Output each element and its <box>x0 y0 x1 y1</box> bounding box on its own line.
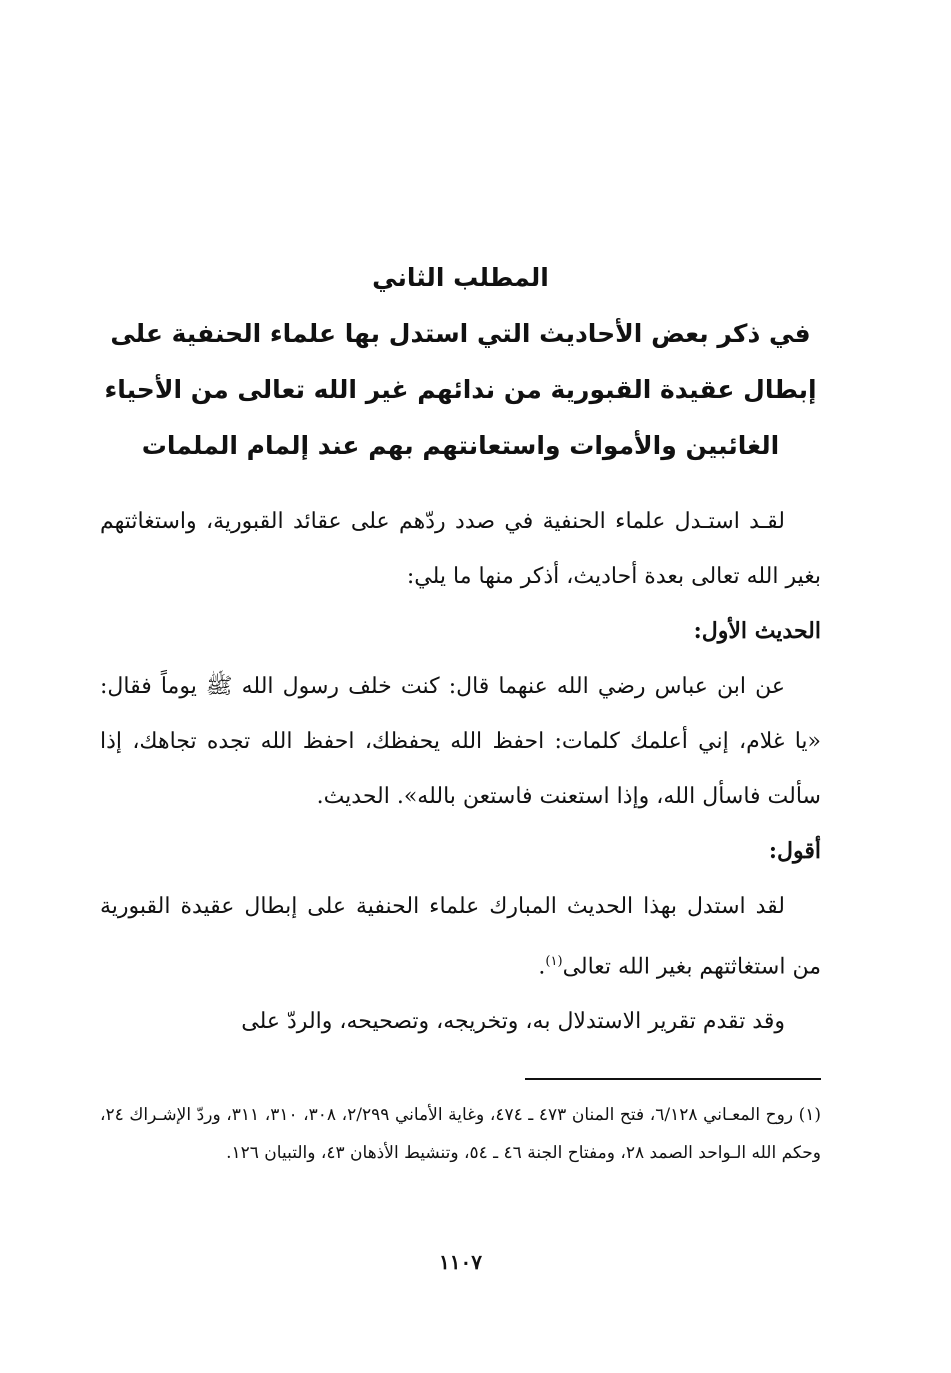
last-paragraph: وقد تقدم تقرير الاستدلال به، وتخريجه، وتصحيحه، والردّ على <box>241 1009 785 1035</box>
hadith-paragraph: عن ابن عباس رضي الله عنهما قال: كنت خلف رسول الله ﷺ يوماً فقال: «يا غلام، إني أعلمك كلمات: احفظ الله يحفظك، احفظ الله تجده تجاهك، إذا سألت فاسأل الله، وإذا استعنت فاستعن بالله». الحديث. <box>100 674 821 809</box>
first-hadith-title: الحديث الأول: <box>693 618 821 644</box>
aqul-paragraph <box>100 879 821 994</box>
section-heading <box>100 250 821 474</box>
heading-line-3: إبطال عقيدة القبورية من ندائهم غير الله تعالى من الأحياء <box>104 375 817 404</box>
footnote-1: (١) روح المعـاني ٦/١٢٨، فتح المنان ٤٧٣ ـ ٤٧٤، وغاية الأماني ٢/٢٩٩، ٣٠٨، ٣١٠، ٣١١، وردّ الإشـراك ٢٤، وحكم الله الـواحد الصمد ٢٨، ومفتاح الجنة ٤٦ ـ ٥٤، وتنشيط الأذهان ٤٣، والتبيان ١٢٦. <box>100 1105 822 1163</box>
book-page <box>100 0 821 1373</box>
aqul-text: لقد استدل بهذا الحديث المبارك علماء الحنفية على إبطال عقيدة القبورية من استغاثتهم بغير الله تعالى <box>100 894 821 980</box>
heading-line-4: الغائبين والأموات واستعانتهم بهم عند إلمام الملمات <box>141 431 780 460</box>
aqul-title: أقول: <box>768 838 821 864</box>
footnote-divider <box>525 1078 821 1080</box>
aqul-end: . <box>538 954 546 980</box>
heading-line-1: المطلب الثاني <box>372 263 549 292</box>
footnotes <box>100 1096 821 1172</box>
main-text <box>100 494 821 1049</box>
intro-paragraph: لقـد استـدل علماء الحنفية في صدد ردّهم على عقائد القبورية، واستغاثتهم بغير الله تعالى بعدة أحاديث، أذكر منها ما يلي: <box>100 509 821 589</box>
heading-line-2: في ذكر بعض الأحاديث التي استدل بها علماء الحنفية على <box>110 319 811 348</box>
page-number: ١١٠٧ <box>439 1250 482 1274</box>
footnote-marker: (١) <box>545 954 563 969</box>
